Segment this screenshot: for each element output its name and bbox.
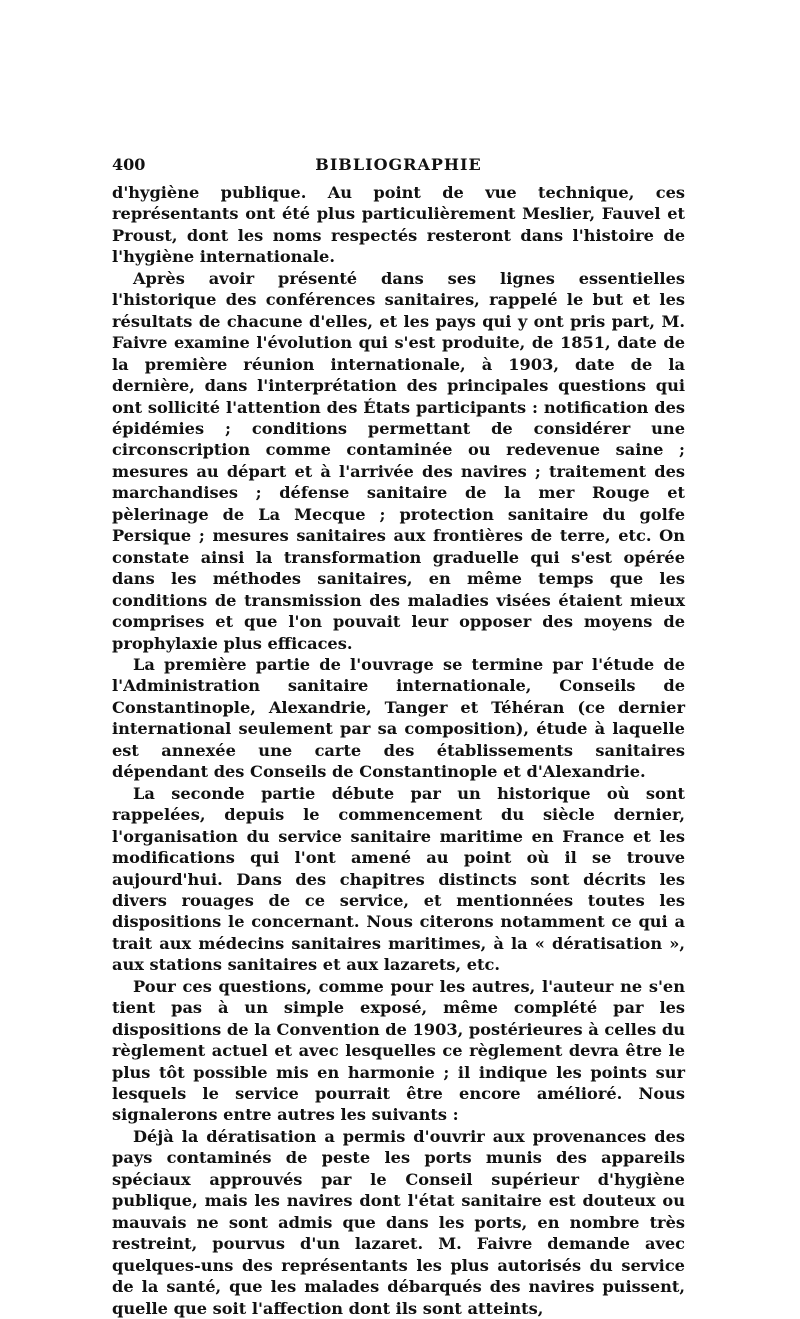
page-number: 400 — [112, 155, 146, 174]
paragraph-international-administration: La première partie de l'ouvrage se termine par l'étude de l'Administration sanitaire internationale, Conseils de Constantinople, Alexandrie, Tanger et Téhéran (ce dernier international seulement par sa composition), étude à laquelle est annexée une carte des établissements sanitaires dépendant des Conseils de Constantinople et d'Alexandrie. — [112, 654, 685, 782]
paragraph-second-part: La seconde partie débute par un historique où sont rappelées, depuis le commencement du siècle dernier, l'organisation du service sanitaire maritime en France et les modifications qui l'ont amené au point où il se trouve aujourd'hui. Dans des chapitres distincts sont décrits les divers rouages de ce service, et mentionnées toutes les dispositions le concernant. Nous citerons notamment ce qui a trait aux médecins sanitaires maritimes, à la « dératisation », aux stations sanitaires et aux lazarets, etc. — [112, 783, 685, 975]
body-text — [112, 182, 685, 1319]
paragraph-author-suggestions: Pour ces questions, comme pour les autres, l'auteur ne s'en tient pas à un simple exposé, même complété par les dispositions de la Convention de 1903, postérieures à celles du règlement actuel et avec lesquelles ce règlement devra être le plus tôt possible mis en harmonie ; il indique les points sur lesquels le service pourrait être encore amélioré. Nous signalerons entre autres les suivants : — [112, 976, 685, 1125]
page-header — [112, 152, 685, 178]
book-page — [112, 152, 685, 1319]
paragraph-continued: d'hygiène publique. Au point de vue technique, ces représentants ont été plus particulièrement Meslier, Fauvel et Proust, dont les noms respectés resteront dans l'histoire de l'hygiène internationale. — [112, 183, 685, 267]
paragraph-deratisation: Déjà la dératisation a permis d'ouvrir aux provenances des pays contaminés de peste les ports munis des appareils spéciaux approuvés par le Conseil supérieur d'hygiène publique, mais les navires dont l'état sanitaire est douteux ou mauvais ne sont admis que dans les ports, en nombre très restreint, pourvus d'un lazaret. M. Faivre demande avec quelques-uns des représentants les plus autorisés du service de la santé, que les malades débarqués des navires puissent, quelle que soit l'affection dont ils sont atteints, — [112, 1126, 685, 1318]
running-title: BIBLIOGRAPHIE — [315, 155, 482, 174]
paragraph-conferences-history: Après avoir présenté dans ses lignes essentielles l'historique des conférences sanitaires, rappelé le but et les résultats de chacune d'elles, et les pays qui y ont pris part, M. Faivre examine l'évolution qui s'est produite, de 1851, date de la première réunion internationale, à 1903, date de la dernière, dans l'interprétation des principales questions qui ont sollicité l'attention des États participants : notification des épidémies ; conditions permettant de considérer une circonscription comme contaminée ou redevenue saine ; mesures au départ et à l'arrivée des navires ; traitement des marchandises ; défense sanitaire de la mer Rouge et pèlerinage de La Mecque ; protection sanitaire du golfe Persique ; mesures sanitaires aux frontières de terre, etc. On constate ainsi la transformation graduelle qui s'est opérée dans les méthodes sanitaires, en même temps que les conditions de transmission des maladies visées étaient mieux comprises et que l'on pouvait leur opposer des moyens de prophylaxie plus efficaces. — [112, 268, 685, 653]
